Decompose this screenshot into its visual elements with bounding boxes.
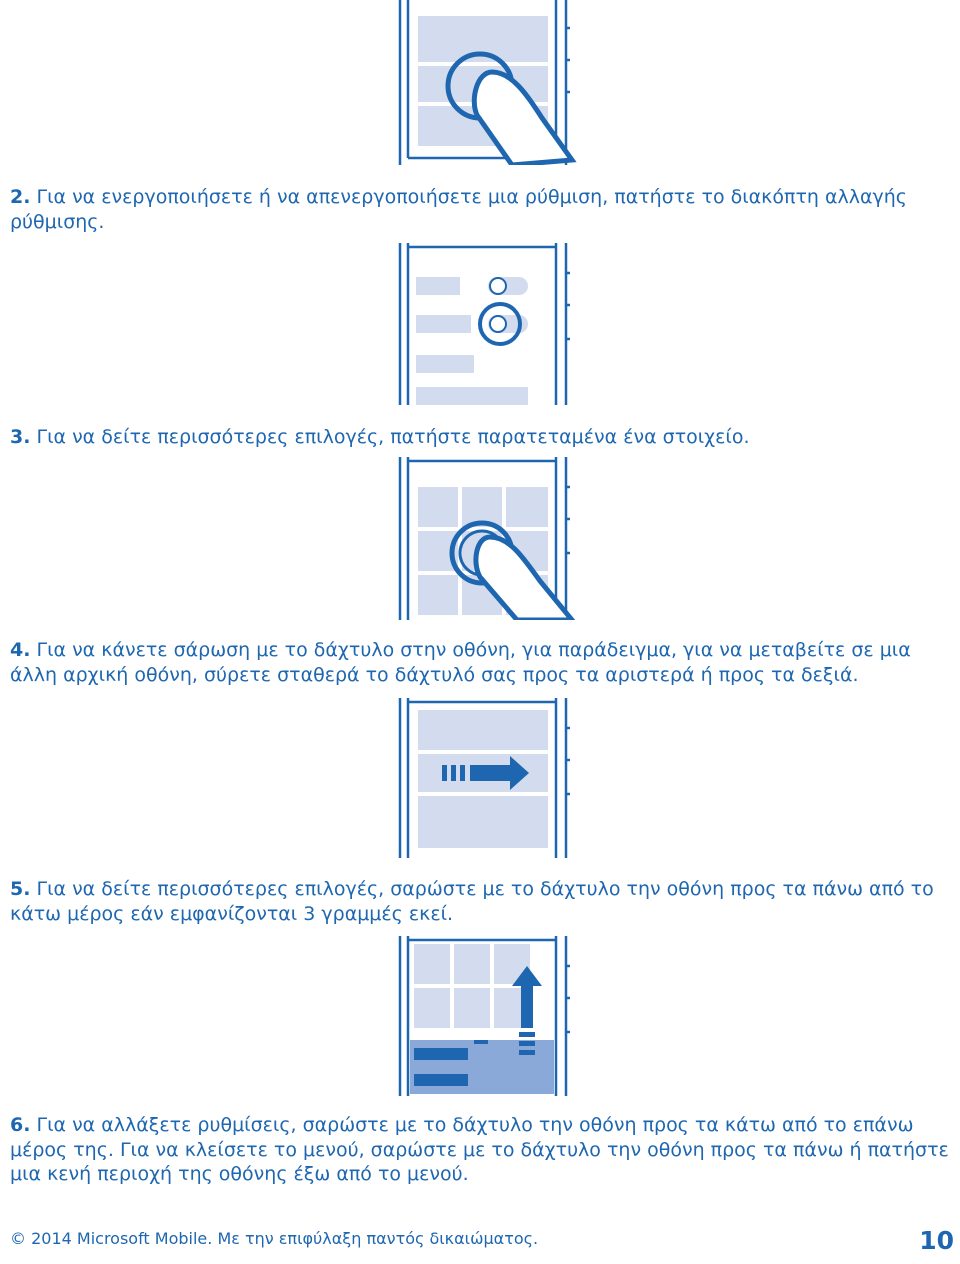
swipe-up-illustration xyxy=(392,936,582,1096)
step-text: Για να δείτε περισσότερες επιλογές, σαρώστε με το δάχτυλο την οθόνη προς τα πάνω από το κάτω μέρος εάν εμφανίζονται 3 γραμμές εκεί. xyxy=(10,878,934,925)
step-text: Για να αλλάξετε ρυθμίσεις, σαρώστε με το δάχτυλο την οθόνη προς τα κάτω από το επάνω μέρος της. Για να κλείσετε το μενού, σαρώστε με το δάχτυλο την οθόνη προς τα πάνω ή πατήστε μια κενή περιοχή της οθόνης έξω από το μενού. xyxy=(10,1114,949,1185)
step-text: Για να ενεργοποιήσετε ή να απενεργοποιήσετε μια ρύθμιση, πατήστε το διακόπτη αλλαγής ρύθμισης. xyxy=(10,186,907,233)
step-6 xyxy=(10,1113,958,1187)
step-text: Για να κάνετε σάρωση με το δάχτυλο στην οθόνη, για παράδειγμα, για να μεταβείτε σε μια άλλη αρχική οθόνη, σύρετε σταθερά το δάχτυλό σας προς τα αριστερά ή προς τα δεξιά. xyxy=(10,639,911,686)
long-press-illustration xyxy=(392,457,612,620)
toggle-illustration xyxy=(392,243,582,405)
step-number: 2. xyxy=(10,186,31,208)
step-3 xyxy=(10,425,958,450)
tap-illustration xyxy=(392,0,612,165)
step-number: 3. xyxy=(10,426,31,448)
step-text: Για να δείτε περισσότερες επιλογές, πατήστε παρατεταμένα ένα στοιχείο. xyxy=(30,426,750,448)
step-number: 4. xyxy=(10,639,31,661)
swipe-right-illustration xyxy=(392,698,582,858)
page-number: 10 xyxy=(919,1226,954,1255)
step-2 xyxy=(10,185,958,234)
toggle-switch-icon xyxy=(480,277,528,344)
step-number: 5. xyxy=(10,878,31,900)
step-5 xyxy=(10,877,958,926)
step-number: 6. xyxy=(10,1114,31,1136)
step-4 xyxy=(10,638,958,687)
footer-copyright: © 2014 Microsoft Mobile. Με την επιφύλαξη παντός δικαιώματος. xyxy=(10,1229,539,1248)
